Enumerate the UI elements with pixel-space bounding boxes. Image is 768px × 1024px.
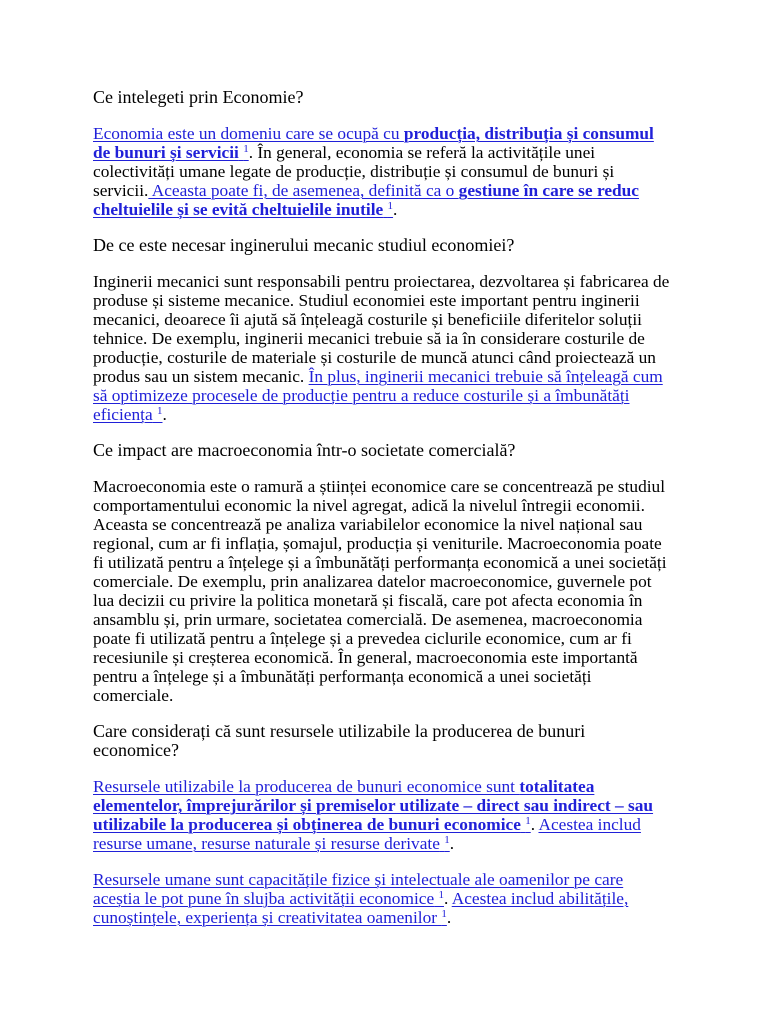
footnote-ref-link[interactable]: 1 bbox=[525, 815, 531, 827]
answer-text: . În general, economia se referă la activitățile unei colectivități umane legate de producție, distribuție și consumul de bunuri și servicii. bbox=[93, 143, 615, 200]
question-impact-macroeconomie: Ce impact are macroeconomia într-o societate comercială? bbox=[93, 440, 516, 460]
question-ce-este-economia: Ce intelegeti prin Economie? bbox=[93, 87, 304, 107]
answer-text: . bbox=[444, 889, 452, 908]
answer-text: . bbox=[446, 908, 452, 927]
question-inginer-mecanic-economie: De ce este necesar inginerului mecanic studiul economiei? bbox=[93, 235, 515, 255]
source-link-text[interactable]: În plus, inginerii mecanici trebuie să înțeleagă cum să optimizeze procesele de producție pentru a reduce costurile și a îmbunătăți eficiența bbox=[93, 367, 663, 424]
source-link-bold-text[interactable]: gestiune în care se reduc cheltuielile și se evită cheltuielile inutile bbox=[93, 181, 639, 219]
document-body bbox=[93, 88, 672, 944]
answer-definitie-economie bbox=[93, 124, 672, 219]
answer-text: Inginerii mecanici sunt responsabili pentru proiectarea, dezvoltarea și fabricarea de produse și sisteme mecanice. Studiul economiei este important pentru inginerii mecanici, deoarece îi ajută să înțeleagă costurile și beneficiile diferitelor soluții tehnice. De exemplu, inginerii mecanici trebuie să ia în considerare costurile de producție, costurile de materiale și costurile de muncă atunci când proiectează un produs sau un sistem mecanic. bbox=[93, 272, 670, 386]
answer-text: . bbox=[393, 200, 398, 219]
footnote-ref-link[interactable]: 1 bbox=[387, 200, 394, 212]
answer-text: . bbox=[530, 815, 539, 834]
answer-text: . bbox=[449, 834, 455, 853]
source-link-text[interactable]: Resursele umane sunt capacitățile fizice și intelectuale ale oamenilor pe care aceștia le pot pune în slujba activității economice bbox=[93, 870, 624, 908]
answer-inginer-mecanic-economie bbox=[93, 272, 672, 424]
source-link-text[interactable]: Economia este un domeniu care se ocupă cu bbox=[93, 124, 404, 143]
source-link-bold-text[interactable]: totalitatea elementelor, împrejurărilor și premiselor utilizate – direct sau indirect – sau utilizabile la producerea și obținerea de bunuri economice bbox=[93, 777, 654, 834]
source-link-text[interactable]: Resursele utilizabile la producerea de bunuri economice sunt bbox=[93, 777, 520, 796]
answer-resurse-utilizabile bbox=[93, 777, 672, 853]
footnote-ref-link[interactable]: 1 bbox=[243, 143, 249, 155]
source-link-text[interactable]: Acestea includ abilitățile, cunoștințele, experiența și creativitatea oamenilor bbox=[93, 889, 629, 927]
answer-impact-macroeconomie bbox=[93, 477, 672, 705]
footnote-ref-link[interactable]: 1 bbox=[438, 889, 444, 901]
footnote-ref-link[interactable]: 1 bbox=[157, 405, 163, 417]
source-link-bold-text[interactable]: producția, distribuția și consumul de bunuri și servicii bbox=[93, 124, 654, 162]
answer-text: . bbox=[162, 405, 167, 424]
answer-resurse-umane bbox=[93, 870, 672, 927]
footnote-ref-link[interactable]: 1 bbox=[441, 908, 447, 920]
source-link-text[interactable]: Aceasta poate fi, de asemenea, definită ca o bbox=[148, 181, 459, 200]
footnote-ref-link[interactable]: 1 bbox=[444, 834, 450, 846]
answer-text: Macroeconomia este o ramură a științei economice care se concentrează pe studiul comportamentului economic la nivel agregat, adică la nivelul întregii economii. Aceasta se concentrează pe analiza variabilelor economice la nivel național sau regional, cum ar fi inflația, șomajul, producția și veniturile. Macroeconomia poate fi utilizată pentru a înțelege și a îmbunătăți performanța economică a unei societăți comerciale. De exemplu, prin analizarea datelor macroeconomice, guvernele pot lua decizii cu privire la politica monetară și fiscală, care pot afecta economia în ansamblu și, prin urmare, societatea comercială. De asemenea, macroeconomia poate fi utilizată pentru a înțelege și a prevedea ciclurile economice, cum ar fi recesiunile și creșterea economică. În general, macroeconomia este importantă pentru a înțelege și a îmbunătăți performanța economică a unei societăți comerciale. bbox=[93, 477, 667, 705]
source-link-text[interactable]: Acestea includ resurse umane, resurse naturale și resurse derivate bbox=[93, 815, 641, 853]
question-resurse-utilizabile: Care considerați că sunt resursele utilizabile la producerea de bunuri economice? bbox=[93, 721, 586, 760]
source-link-gestiune[interactable] bbox=[93, 181, 639, 219]
